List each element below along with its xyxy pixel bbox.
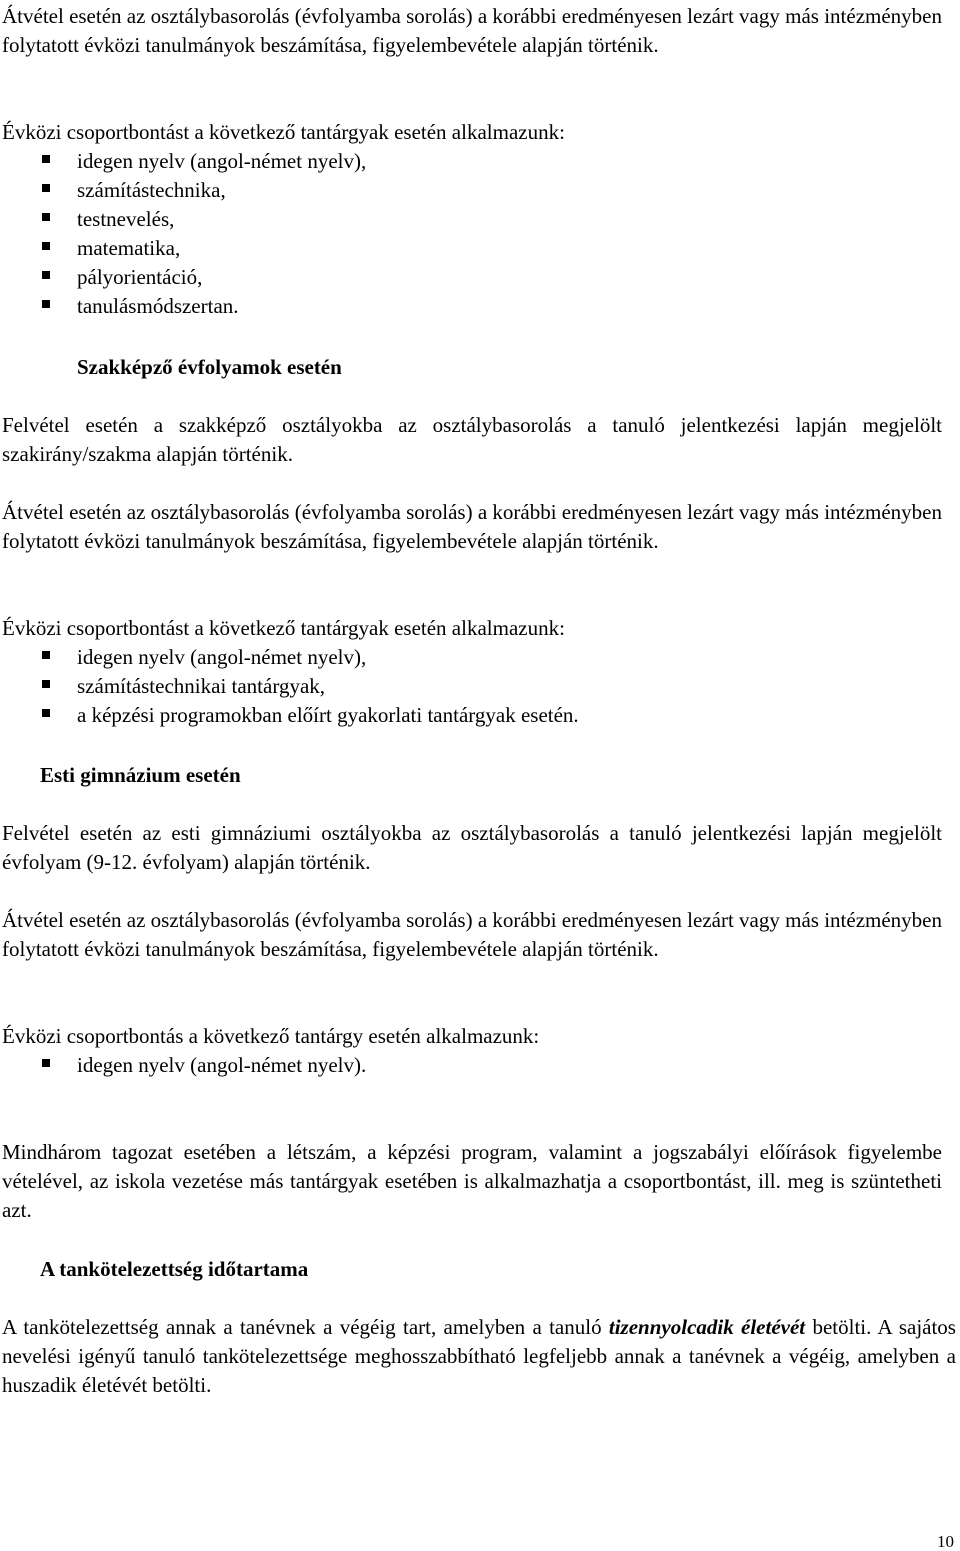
- list-item: idegen nyelv (angol-német nyelv).: [2, 1051, 942, 1080]
- list-item: idegen nyelv (angol-német nyelv),: [2, 643, 942, 672]
- list-item: idegen nyelv (angol-német nyelv),: [2, 147, 942, 176]
- list-item: számítástechnikai tantárgyak,: [2, 672, 942, 701]
- list-item: a képzési programokban előírt gyakorlati tantárgyak esetén.: [2, 701, 942, 730]
- list-item: matematika,: [2, 234, 942, 263]
- bullet-list-3: [2, 1051, 942, 1080]
- bullet-list-1: [2, 147, 942, 321]
- square-bullet-icon: [42, 1059, 50, 1067]
- section-heading-vocational: Szakképző évfolyamok esetén: [77, 355, 342, 379]
- square-bullet-icon: [42, 213, 50, 221]
- list-item: tanulásmódszertan.: [2, 292, 942, 321]
- list-item: számítástechnika,: [2, 176, 942, 205]
- square-bullet-icon: [42, 242, 50, 250]
- paragraph-transfer-2: Átvétel esetén az osztálybasorolás (évfolyamba sorolás) a korábbi eredményesen lezárt vagy más intézményben folytatott évközi tanulmányok beszámítása, figyelembevétele alapján történik.: [2, 500, 942, 553]
- paragraph-all-sections: Mindhárom tagozat esetében a létszám, a képzési program, valamint a jogszabályi előírások figyelembe vételével, az iskola vezetése más tantárgyak esetében is alkalmazhatja a csoportbontást, ill. meg is szüntetheti azt.: [2, 1140, 942, 1222]
- square-bullet-icon: [42, 271, 50, 279]
- paragraph-group-split-intro-2: Évközi csoportbontást a következő tantárgyak esetén alkalmazunk:: [2, 616, 565, 640]
- square-bullet-icon: [42, 709, 50, 717]
- square-bullet-icon: [42, 680, 50, 688]
- square-bullet-icon: [42, 155, 50, 163]
- square-bullet-icon: [42, 184, 50, 192]
- paragraph-admission-evening: Felvétel esetén az esti gimnáziumi osztályokba az osztálybasorolás a tanuló jelentkezési lapján megjelölt évfolyam (9-12. évfolyam) alapján történik.: [2, 821, 942, 874]
- paragraph-admission-vocational: Felvétel esetén a szakképző osztályokba az osztálybasorolás a tanuló jelentkezési lapján megjelölt szakirány/szakma alapján történik.: [2, 413, 942, 466]
- paragraph-group-split-intro-1: Évközi csoportbontást a következő tantárgyak esetén alkalmazunk:: [2, 120, 565, 144]
- paragraph-transfer-3: Átvétel esetén az osztálybasorolás (évfolyamba sorolás) a korábbi eredményesen lezárt vagy más intézményben folytatott évközi tanulmányok beszámítása, figyelembevétele alapján történik.: [2, 908, 942, 961]
- section-heading-compulsory-schooling: A tankötelezettség időtartama: [40, 1257, 309, 1281]
- emphasis-text: tizennyolcadik életévét: [608, 1315, 806, 1339]
- square-bullet-icon: [42, 651, 50, 659]
- page-number: 10: [937, 1532, 954, 1551]
- paragraph-group-split-intro-3: Évközi csoportbontás a következő tantárgy esetén alkalmazunk:: [2, 1024, 540, 1048]
- paragraph-transfer-1: Átvétel esetén az osztálybasorolás (évfolyamba sorolás) a korábbi eredményesen lezárt vagy más intézményben folytatott évközi tanulmányok beszámítása, figyelembevétele alapján történik.: [2, 4, 942, 57]
- paragraph-compulsory-schooling: A tankötelezettség annak a tanévnek a végéig tart, amelyben a tanuló tizennyolcadik életévét betölti. A sajátos nevelési igényű tanuló tankötelezettsége meghosszabbítható legfeljebb annak a tanévnek a végéig, amelyben a huszadik életévét betölti.: [2, 1315, 956, 1397]
- list-item: pályorientáció,: [2, 263, 942, 292]
- section-heading-evening-school: Esti gimnázium esetén: [40, 763, 241, 787]
- list-item: testnevelés,: [2, 205, 942, 234]
- square-bullet-icon: [42, 300, 50, 308]
- bullet-list-2: [2, 643, 942, 730]
